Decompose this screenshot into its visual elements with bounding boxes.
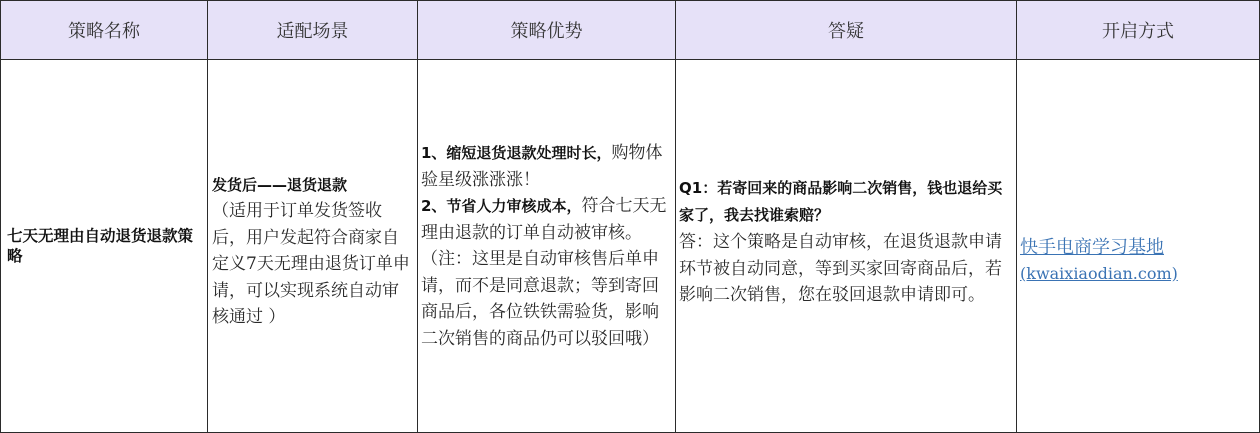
cell-faq [676, 60, 1017, 433]
scenario-highlight: 发货后 [212, 175, 258, 194]
header-strategy-name: 策略名称 [0, 0, 208, 60]
cell-advantages [418, 60, 676, 433]
cell-strategy-name [0, 60, 208, 433]
header-enable-method: 开启方式 [1017, 0, 1260, 60]
advantages-text [421, 140, 671, 352]
cell-scenario [208, 60, 418, 433]
scenario-text [212, 172, 413, 331]
scenario-description: （适用于订单发货签收后，用户发起符合商家自定义7天无理由退货订单申请，可以实现系统自动审核通过 ） [212, 201, 410, 327]
strategy-name: 七天无理由自动退货退款策略 [7, 227, 194, 265]
enable-link-url[interactable]: (kwaixiaodian.com) [1020, 264, 1178, 283]
header-advantages: 策略优势 [418, 0, 676, 60]
scenario-title: ——退货退款 [257, 175, 348, 194]
header-scenario: 适配场景 [208, 0, 418, 60]
advantage-1-title: 1、缩短退货退款处理时长， [421, 144, 612, 162]
enable-link[interactable] [1020, 234, 1178, 286]
cell-enable-method [1017, 60, 1260, 433]
advantage-2-text: 符合七天无理由退款的订单自动被审核。（注：这里是自动审核售后单申请，而不是同意退款；等到寄回商品后，各位铁铁需验货，影响二次销售的商品仍可以驳回哦） [421, 196, 667, 349]
faq-answer: 答：这个策略是自动审核，在退货退款申请环节被自动同意，等到买家回寄商品后，若影响二次销售，您在驳回退款申请即可。 [679, 232, 1002, 306]
enable-link-text[interactable]: 快手电商学习基地 [1020, 237, 1164, 258]
advantage-1-text: 购物体验星级涨涨涨！ [421, 143, 663, 190]
advantage-2-title: 2、节省人力审核成本， [421, 197, 582, 215]
header-faq: 答疑 [676, 0, 1017, 60]
faq-text [679, 175, 1008, 309]
faq-question: Q1：若寄回来的商品影响二次销售，钱也退给买家了，我去找谁索赔？ [679, 179, 1003, 225]
